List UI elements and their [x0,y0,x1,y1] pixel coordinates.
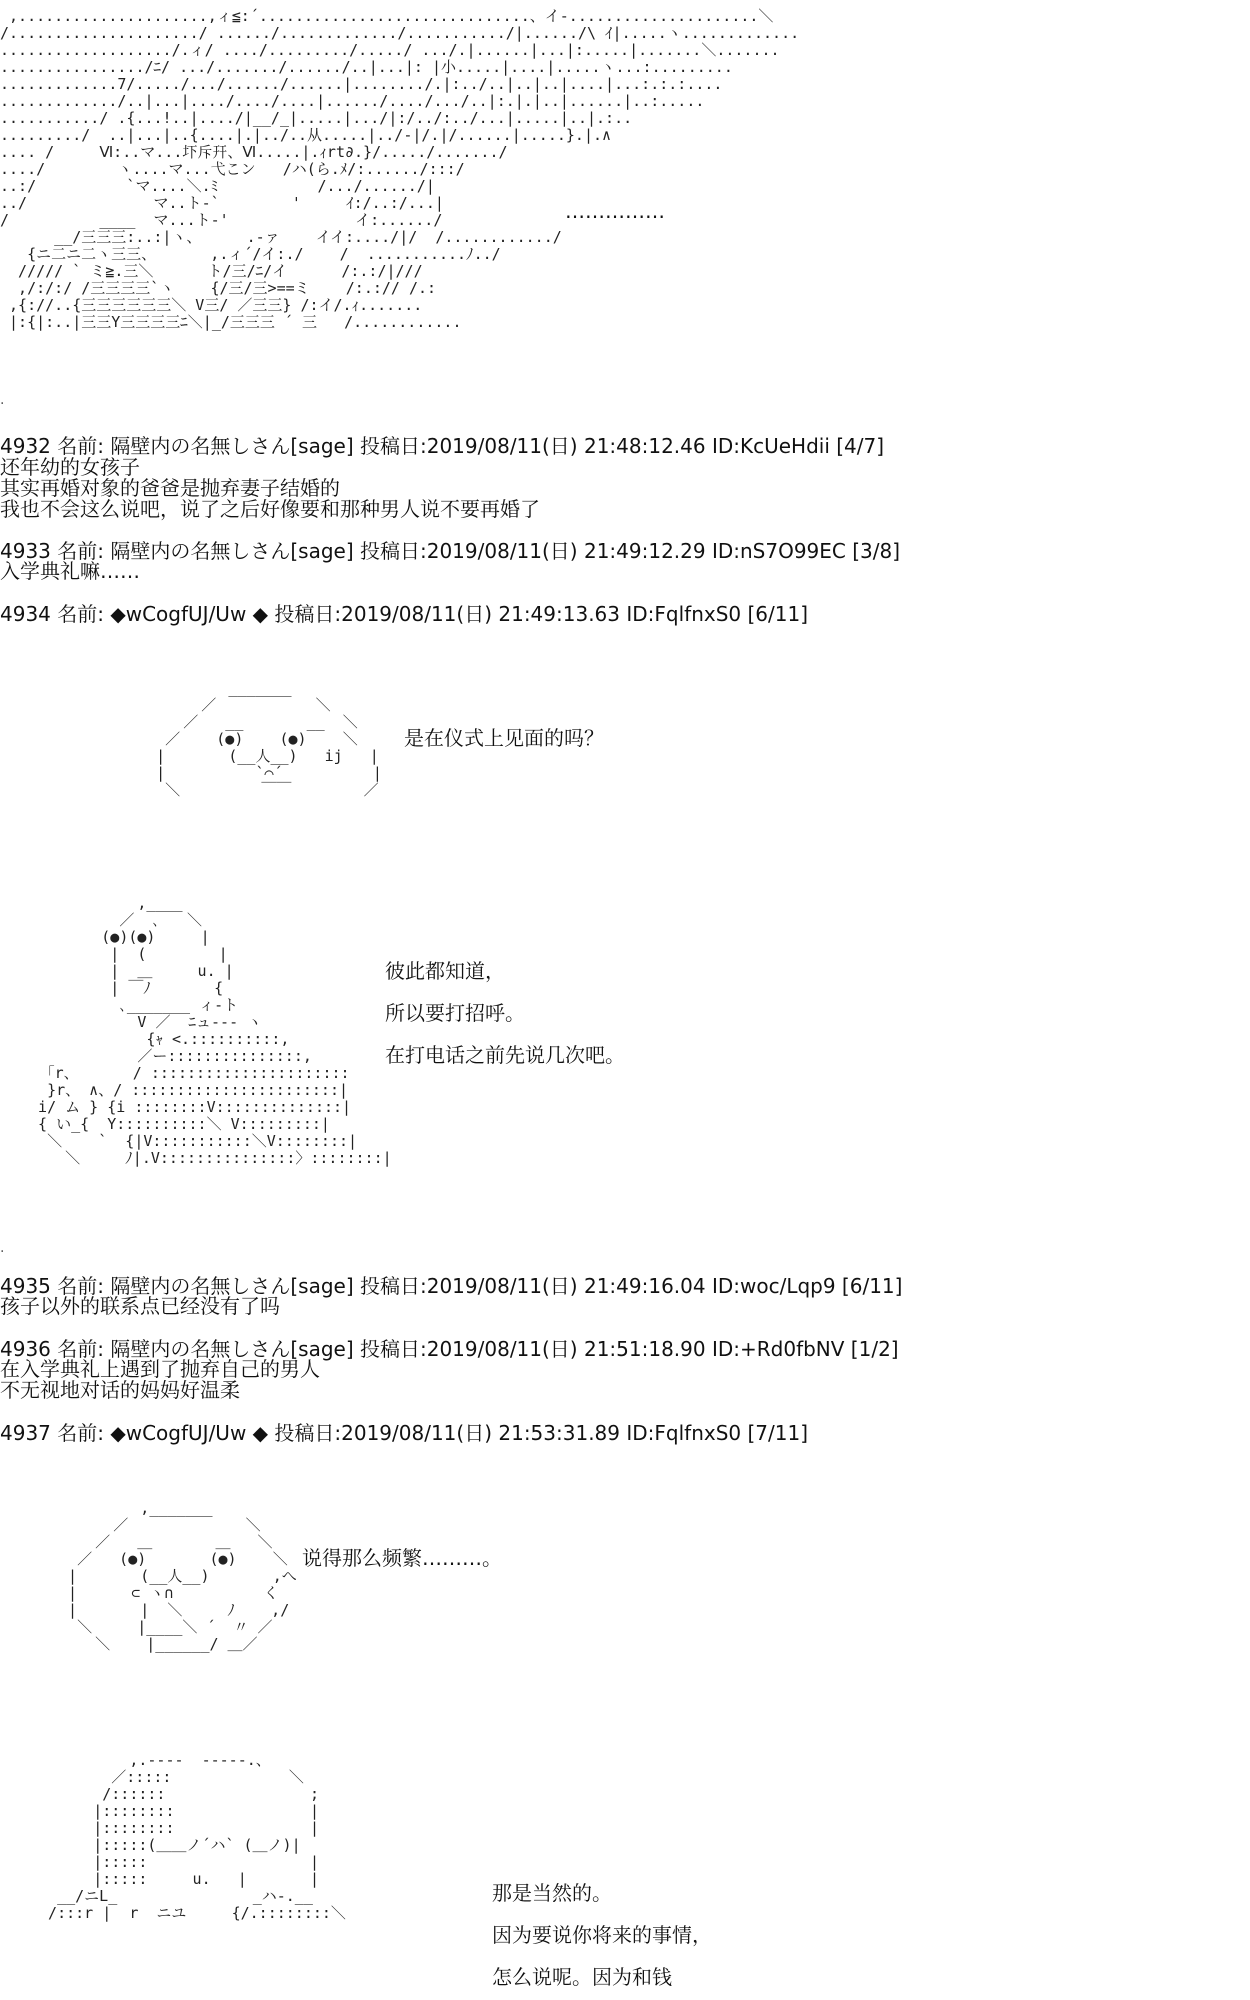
post-line: 还年幼的女孩子 [0,455,140,479]
dialog-line: 彼此都知道， [385,959,505,983]
post-body-4932 [0,457,540,520]
post-header-4933: 4933 名前: 隔壁内の名無しさん[sage] 投稿日:2019/08/11(日) 21:49:12.29 ID:nS7O99EC [3/8] [0,539,901,563]
post-header-4932: 4932 名前: 隔壁内の名無しさん[sage] 投稿日:2019/08/11(日) 21:48:12.46 ID:KcUeHdii [4/7] [0,434,885,458]
dialog-line: 说得那么频繁………。 [302,1546,502,1570]
post-header-4935: 4935 名前: 隔壁内の名無しさん[sage] 投稿日:2019/08/11(日) 21:49:16.04 ID:woc/Lqp9 [6/11] [0,1274,903,1298]
dialog-greeting [385,950,625,1076]
dialog-line: 怎么说呢。因为和钱 [492,1965,672,1989]
separator-dot: . [0,1240,5,1256]
post-header-4937: 4937 名前: ◆wCogfUJ/Uw ◆ 投稿日:2019/08/11(日) 21:53:31.89 ID:FqlfnxS0 [7/11] [0,1421,808,1445]
post-line: 入学典礼嘛…… [0,559,140,583]
post-body-4935 [0,1296,280,1317]
post-line: 我也不会这么说吧，说了之后好像要和那种男人说不要再婚了 [0,497,540,521]
dialog-line: 因为要说你将来的事情， [492,1923,712,1947]
dialog-line: 所以要打招呼。 [385,1001,525,1025]
dialog-line: 在打电话之前先说几次吧。 [385,1043,625,1067]
post-line: 其实再婚对象的爸爸是抛弃妻子结婚的 [0,476,340,500]
dialog-line: 是在仪式上见面的吗？ [404,726,604,750]
post-body-4933 [0,561,140,582]
dialog-line: …………… [565,199,665,223]
post-header-4936: 4936 名前: 隔壁内の名無しさん[sage] 投稿日:2019/08/11(日) 21:51:18.90 ID:+Rd0fbNV [1/2] [0,1337,899,1361]
dialog-future [492,1872,712,1998]
ascii-art-crowd-scene: ,.....................,ィ≦:´..............................、イ-.....................＼ /...................../ ....../............./.........../|....../\ ｲ|.....ヽ............. .................../.ィ/ ..../........./...../ .../.|......|...|:.....|.......＼....... ................/ﾆ/ .../......./....../..|...|: |小.....|....|.....ヽ...:......... .............7/...../.../....../......|......../.|:../..|..|..|....|...:.:.:.... ............./..|...|..../..../....|....../..../.../..|:.|.|..|......|..:..... .........../ .{...!..|..../|__/_|.....|.../|:/../:../...|.....|..|.:.. ........./ ..|...|..{....|.|../..从.....|../-|/.|/......|.....}.|.∧ .... / Ⅵ:..マ...圷斥幵、Ⅵ.....|.ｨrt∂.}/...../......./ ..../ ヽ....マ...弋こン /ハ(ら.ﾒ/:....../:::/ ..:/ `マ....＼.ﾐ /.../....../| ../ マ..ト-` ' ｲ:/..:/...| / ____ マ...ト-' イ:....../ __/三三三:..:|ヽ、 .-ァ イイ:..../|/ /............/ {ニ二ニ二ヽ三三、 ,.ィ´/イ:./ / ...........ﾉ../ ///// ` ミ≧.三＼ ト/三/ﾆ/イ /:.:/|/// ,/:/:/ /三三三三`ヽ {/三/三>==ミ /:.:// /.: ,{://..{三三三三三三＼ V三/ ／三三} /:イ/.ｨ....... |:{|:..|三三Y三三三三ﾆ＼|_/三三三 ´ 三 /............ [0,7,800,331]
post-line: 在入学典礼上遇到了抛弃自己的男人 [0,1357,320,1381]
ascii-art-face-hand: ,_______ ／ ＼ ／ ＿ ＿ ＼ ／ (●) (●) ＼ | (__人__) ,へ | ⊂ ヽ∩ く | | ＼ ﾉ ,/ ＼ |____＼ ´ 〃 ／ ＼ |______/ ＿／ [68,1499,297,1653]
dialog-frequent [302,1537,502,1579]
post-body-4936 [0,1359,320,1401]
ascii-art-figure-phone: ,____ ／ ､ ＼ (●)(●) | | ( | | ＿ u. | | ￣ﾉ { ､_______ ィ-ト V ／ ﾆュ-‐- ヽ {ｬ <.::::::::::, ／ー:::::::::::::::, ｢r、 / :::::::::::::::::::::: }r、 ∧、/ :::::::::::::::::::::::| i/ ム } {i ::::::::V::::::::::::::| { い_{ Y::::::::::＼ V:::::::::| ＼ ` {|V:::::::::::＼V::::::::| ＼ ﾉ|.V:::::::::::::::〉::::::::| [38,894,392,1167]
ascii-art-round-face: _______ ／ ＼ ／ __ __ ＼ ／ (●) (●) ＼ | (__人__) ij | | `⌒´ | ＼ ￣￣ ／ [156,679,382,799]
dialog-ellipsis [565,190,665,232]
post-line: 不无视地对话的妈妈好温柔 [0,1378,240,1402]
separator-dot: . [0,392,5,408]
post-header-4934: 4934 名前: ◆wCogfUJ/Uw ◆ 投稿日:2019/08/11(日) 21:49:13.63 ID:FqlfnxS0 [6/11] [0,602,808,626]
ascii-art-eyes-closed: ,.‐‐‐‐ ‐‐‐‐‐.、 ／::::: ＼ /:::::: ; |:::::::: | |:::::::: | |:::::(＿＿ノ´ハ` (＿ノ)| |::::: | |::::: u. | | __/ニL_ _ハ-.__ /:::r | r ニユ {/.::::::::＼ [48,1751,346,1922]
post-line: 孩子以外的联系点已经没有了吗 [0,1294,280,1318]
dialog-ceremony [404,717,604,759]
dialog-line: 那是当然的。 [492,1881,612,1905]
